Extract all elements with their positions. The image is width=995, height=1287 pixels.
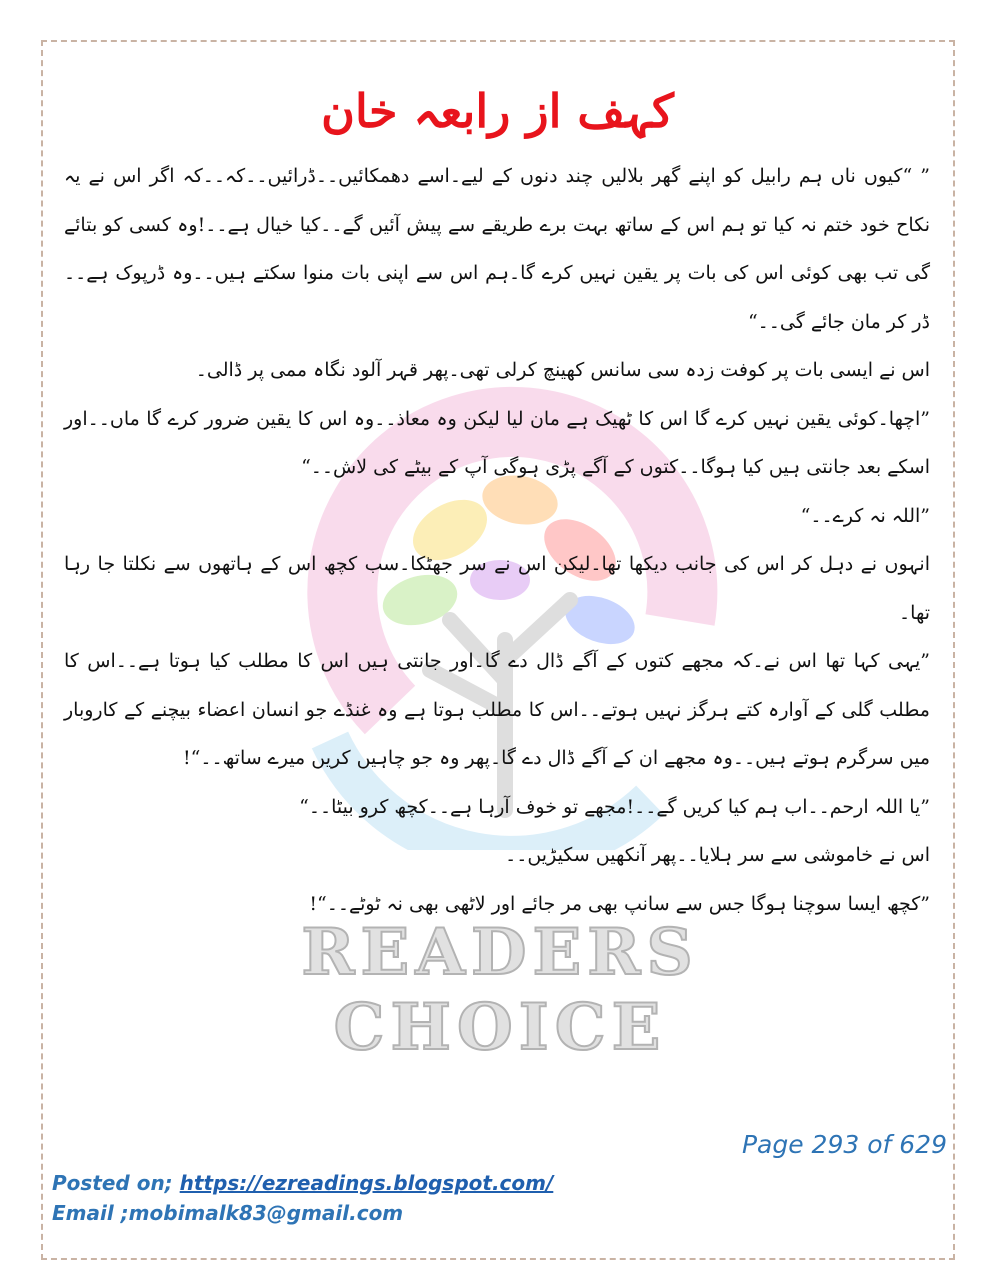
paragraph: انہوں نے دہل کر اس کی جانب دیکھا تھا۔لیکن اس نے سر جھٹکا۔سب کچھ اس کے ہاتھوں سے نکلتا جا رہا تھا۔ (64, 553, 930, 624)
readers-choice-watermark: READERS CHOICE (301, 915, 699, 1065)
story-body (64, 152, 930, 928)
paragraph: اس نے ایسی بات پر کوفت زدہ سی سانس کھینچ کرلی تھی۔پھر قہر آلود نگاہ ممی پر ڈالی۔ (195, 359, 930, 381)
paragraph: ”یا اللہ ارحم۔۔اب ہم کیا کریں گے۔۔!مجھے تو خوف آرہا ہے۔۔کچھ کرو بیٹا۔۔“ (299, 795, 930, 818)
paragraph: ”اللہ نہ کرے۔۔“ (800, 504, 930, 527)
blog-link[interactable]: https://ezreadings.blogspot.com/ (179, 1171, 554, 1195)
email-line: Email ;mobimalk83@gmail.com (52, 1201, 404, 1225)
page-number: Page 293 of 629 (741, 1130, 947, 1159)
paragraph: ” “کیوں ناں ہم رابیل کو اپنے گھر بلالیں چند دنوں کے لیے۔اسے دھمکائیں۔۔ڈرائیں۔۔کہ۔۔کہ اگر اس نے یہ نکاح خود ختم نہ کیا تو ہم اس کے ساتھ بہت برے طریقے سے پیش آئیں گے۔۔کیا خیال ہے۔۔!وہ کسی کو بتائے گی تب بھی کوئی اس کی بات پر یقین نہیں کرے گا۔ہم اس سے اپنی بات منوا سکتے ہیں۔۔وہ ڈرپوک ہے۔۔ڈر کر مان جائے گی۔۔“ (64, 165, 930, 333)
footer (52, 1168, 553, 1228)
paragraph: ”کچھ ایسا سوچنا ہوگا جس سے سانپ بھی مر جائے اور لاٹھی بھی نہ ٹوٹے۔۔“! (309, 892, 930, 915)
posted-prefix: Posted on; (52, 1171, 180, 1195)
paragraph: ”اچھا۔کوئی یقین نہیں کرے گا اس کا ٹھیک ہے مان لیا لیکن وہ معاذ۔۔وہ اس کا یقین ضرور کرے گا ماں۔۔اور اسکے بعد جانتی ہیں کیا ہوگا۔۔کتوں کے آگے پڑی ہوگی آپ کے بیٹے کی لاش۔۔“ (64, 407, 930, 478)
page-title: کہف از رابعہ خان (321, 84, 674, 138)
paragraph: ”یہی کہا تھا اس نے۔کہ مجھے کتوں کے آگے ڈال دے گا۔اور جانتی ہیں اس کا مطلب کیا ہوتا ہے۔۔اس کا مطلب گلی کے آوارہ کتے ہرگز نہیں ہوتے۔۔اس کا مطلب ہوتا ہے وہ غنڈے جو انسان اعضاء بیچنے کے کاروبار میں سرگرم ہوتے ہیں۔۔وہ مجھے ان کے آگے ڈال دے گا۔پھر وہ جو چاہیں کریں میرے ساتھ۔۔“! (64, 650, 930, 769)
paragraph: اس نے خاموشی سے سر ہلایا۔۔پھر آنکھیں سکیڑیں۔۔ (505, 844, 930, 866)
posted-line (52, 1168, 553, 1198)
